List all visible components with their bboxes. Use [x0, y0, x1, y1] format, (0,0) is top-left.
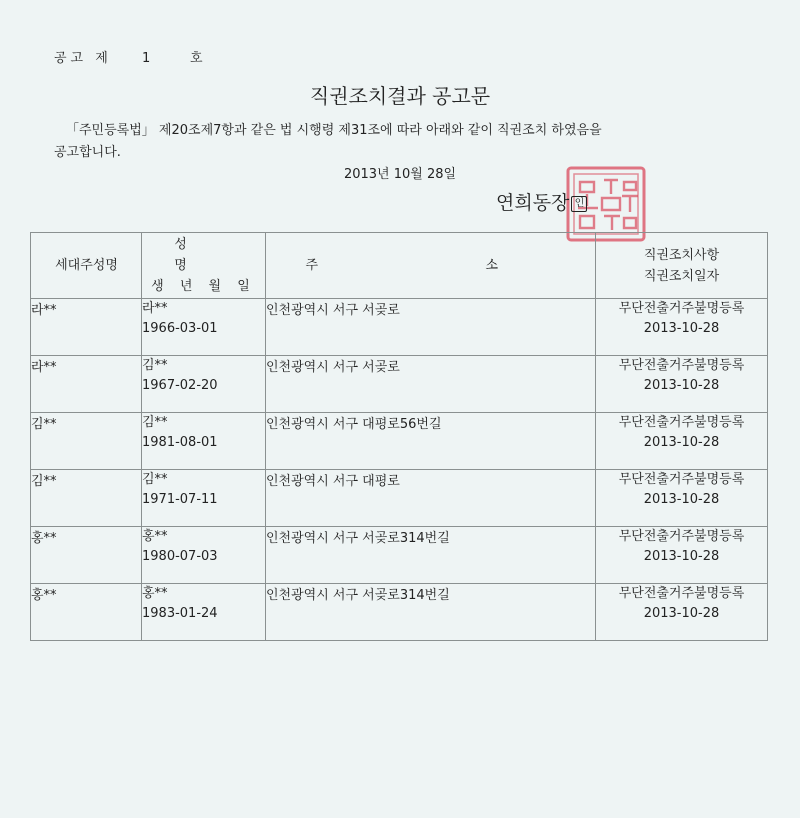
action-date: 2013-10-28 [643, 606, 720, 621]
address-text: 인천광역시 서구 대평로56번길 [266, 417, 442, 432]
birth-date: 1966-03-01 [142, 321, 218, 336]
address-text: 인천광역시 서구 서곶로 [266, 360, 400, 375]
header-address-right: 소 [485, 258, 499, 273]
household-head-cell [31, 470, 142, 527]
address-text: 인천광역시 서구 서곶로314번길 [266, 588, 450, 603]
notice-number [54, 47, 203, 66]
table-row [31, 299, 768, 356]
action-date: 2013-10-28 [643, 378, 720, 393]
header-name-birth [142, 233, 266, 299]
household-head-cell [31, 356, 142, 413]
header-address [266, 233, 596, 299]
action-date: 2013-10-28 [643, 321, 720, 336]
action-text: 무단전출거주불명등록 [618, 529, 745, 544]
address-cell [266, 413, 596, 470]
address-text: 인천광역시 서구 서곶로 [266, 303, 400, 318]
name-birth-cell [142, 527, 266, 584]
action-cell [596, 470, 768, 527]
name-birth-cell [142, 299, 266, 356]
table-row [31, 470, 768, 527]
header-household-head-label: 세대주성명 [55, 258, 118, 273]
records-table [30, 232, 768, 641]
address-cell [266, 527, 596, 584]
action-date: 2013-10-28 [643, 492, 720, 507]
header-action-date-label: 직권조치일자 [643, 268, 720, 284]
person-name: 김** [142, 415, 168, 430]
header-action [596, 233, 768, 299]
birth-date: 1983-01-24 [142, 606, 218, 621]
action-text: 무단전출거주불명등록 [618, 358, 745, 373]
action-date: 2013-10-28 [643, 435, 720, 450]
household-head-cell [31, 299, 142, 356]
notice-number-value: 1 [142, 51, 151, 66]
table-row [31, 584, 768, 641]
household-head-name: 홍** [31, 588, 57, 603]
issuer-seal-mark: 인 [571, 196, 587, 212]
header-address-left: 주 [305, 258, 319, 273]
notice-number-suffix: 호 [190, 51, 203, 66]
header-name-label: 성 명 [174, 237, 233, 273]
notice-body-line-2: 공고합니다. [54, 145, 121, 160]
person-name: 홍** [142, 529, 168, 544]
table-row [31, 413, 768, 470]
address-cell [266, 584, 596, 641]
address-text: 인천광역시 서구 대평로 [266, 474, 400, 489]
page-title: 직권조치결과 공고문 [309, 84, 491, 108]
action-text: 무단전출거주불명등록 [618, 301, 745, 316]
household-head-name: 김** [31, 474, 57, 489]
name-birth-cell [142, 584, 266, 641]
address-cell [266, 299, 596, 356]
action-cell [596, 299, 768, 356]
table-row [31, 356, 768, 413]
notice-body-line-1: 「주민등록법」 제20조제7항과 같은 법 시행령 제31조에 따라 아래와 같이 직권조치 하였음을 [66, 123, 602, 138]
birth-date: 1971-07-11 [142, 492, 218, 507]
household-head-cell [31, 413, 142, 470]
action-text: 무단전출거주불명등록 [618, 472, 745, 487]
address-cell [266, 356, 596, 413]
header-birth-label: 생 년 월 일 [151, 279, 256, 294]
header-action-label: 직권조치사항 [643, 247, 720, 263]
name-birth-cell [142, 356, 266, 413]
household-head-name: 김** [31, 417, 57, 432]
birth-date: 1967-02-20 [142, 378, 218, 393]
action-text: 무단전출거주불명등록 [618, 586, 745, 601]
issuer [496, 188, 587, 215]
notice-date: 2013년 10월 28일 [343, 167, 457, 182]
action-cell [596, 356, 768, 413]
address-text: 인천광역시 서구 서곶로314번길 [266, 531, 450, 546]
person-name: 김** [142, 472, 168, 487]
person-name: 김** [142, 358, 168, 373]
action-cell [596, 527, 768, 584]
issuer-name: 연희동장 [496, 192, 570, 214]
action-text: 무단전출거주불명등록 [618, 415, 745, 430]
person-name: 홍** [142, 586, 168, 601]
birth-date: 1980-07-03 [142, 549, 218, 564]
household-head-name: 라** [31, 360, 57, 375]
notice-body [54, 120, 754, 164]
action-date: 2013-10-28 [643, 549, 720, 564]
name-birth-cell [142, 413, 266, 470]
header-household-head [31, 233, 142, 299]
address-cell [266, 470, 596, 527]
table-header-row [31, 233, 768, 299]
table-row [31, 527, 768, 584]
name-birth-cell [142, 470, 266, 527]
action-cell [596, 584, 768, 641]
household-head-cell [31, 584, 142, 641]
household-head-cell [31, 527, 142, 584]
notice-number-label: 공고 제 [54, 51, 112, 66]
person-name: 라** [142, 301, 168, 316]
birth-date: 1981-08-01 [142, 435, 218, 450]
action-cell [596, 413, 768, 470]
household-head-name: 홍** [31, 531, 57, 546]
household-head-name: 라** [31, 303, 57, 318]
